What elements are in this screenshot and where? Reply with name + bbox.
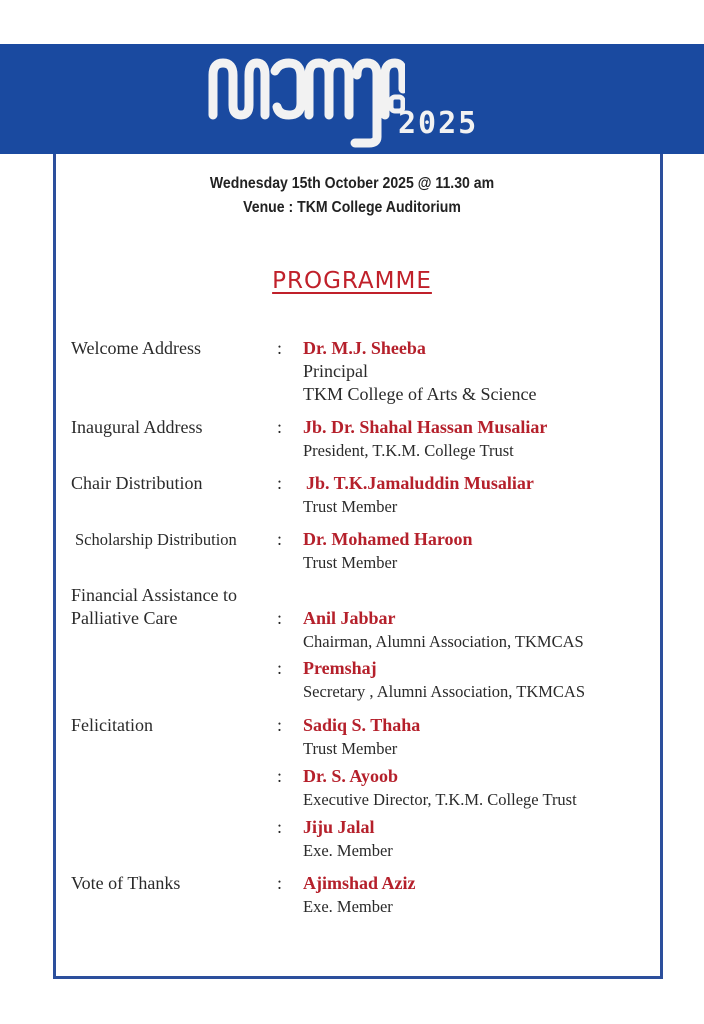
item-label-line2: Palliative Care bbox=[71, 608, 178, 628]
speaker-name: Dr. M.J. Sheeba bbox=[303, 338, 426, 358]
item-colon: : bbox=[277, 766, 283, 786]
item-label: Financial Assistance to bbox=[71, 585, 237, 605]
speaker-name: Anil Jabbar bbox=[303, 608, 396, 628]
item-label: Scholarship Distribution bbox=[75, 530, 237, 549]
item-label: Inaugural Address bbox=[71, 417, 203, 437]
item-colon: : bbox=[277, 529, 283, 549]
logo-malayalam-wordmark bbox=[205, 53, 405, 149]
speaker-organisation: TKM College of Arts & Science bbox=[303, 384, 537, 404]
speaker-name: Dr. Mohamed Haroon bbox=[303, 529, 473, 549]
item-colon: : bbox=[277, 873, 283, 893]
speaker-role: Chairman, Alumni Association, TKMCAS bbox=[303, 632, 584, 651]
speaker-name: Sadiq S. Thaha bbox=[303, 715, 421, 735]
speaker-name: Jiju Jalal bbox=[303, 817, 375, 837]
speaker-role: Exe. Member bbox=[303, 841, 393, 860]
event-info bbox=[42, 172, 662, 220]
speaker-role: Trust Member bbox=[303, 553, 398, 572]
event-venue: Venue : TKM College Auditorium bbox=[243, 199, 461, 216]
event-datetime: Wednesday 15th October 2025 @ 11.30 am bbox=[209, 175, 495, 192]
speaker-role: Secretary , Alumni Association, TKMCAS bbox=[303, 682, 586, 701]
item-colon: : bbox=[277, 338, 283, 358]
speaker-name: Ajimshad Aziz bbox=[303, 873, 416, 893]
speaker-name: Premshaj bbox=[303, 658, 377, 678]
item-colon: : bbox=[277, 473, 283, 493]
speaker-role: Principal bbox=[303, 361, 368, 381]
speaker-role: President, T.K.M. College Trust bbox=[303, 441, 514, 460]
item-label: Chair Distribution bbox=[71, 473, 203, 493]
speaker-role: Executive Director, T.K.M. College Trust bbox=[303, 790, 577, 809]
speaker-name: Jb. T.K.Jamaluddin Musaliar bbox=[306, 473, 534, 493]
programme-title-text: PROGRAMME bbox=[272, 268, 432, 294]
item-label: Felicitation bbox=[71, 715, 153, 735]
item-colon: : bbox=[277, 817, 283, 837]
speaker-name: Jb. Dr. Shahal Hassan Musaliar bbox=[303, 417, 548, 437]
item-label: Welcome Address bbox=[71, 338, 202, 358]
speaker-role: Exe. Member bbox=[303, 897, 393, 916]
item-colon: : bbox=[277, 608, 283, 628]
programme-title bbox=[0, 268, 704, 294]
logo-year: 2025 bbox=[398, 106, 479, 141]
speaker-name: Dr. S. Ayoob bbox=[303, 766, 399, 786]
header-banner bbox=[0, 44, 704, 154]
item-colon: : bbox=[277, 658, 283, 678]
speaker-role: Trust Member bbox=[303, 497, 398, 516]
item-label: Vote of Thanks bbox=[71, 873, 181, 893]
item-colon: : bbox=[277, 417, 283, 437]
item-colon: : bbox=[277, 715, 283, 735]
event-logo bbox=[205, 53, 495, 149]
speaker-role: Trust Member bbox=[303, 739, 398, 758]
